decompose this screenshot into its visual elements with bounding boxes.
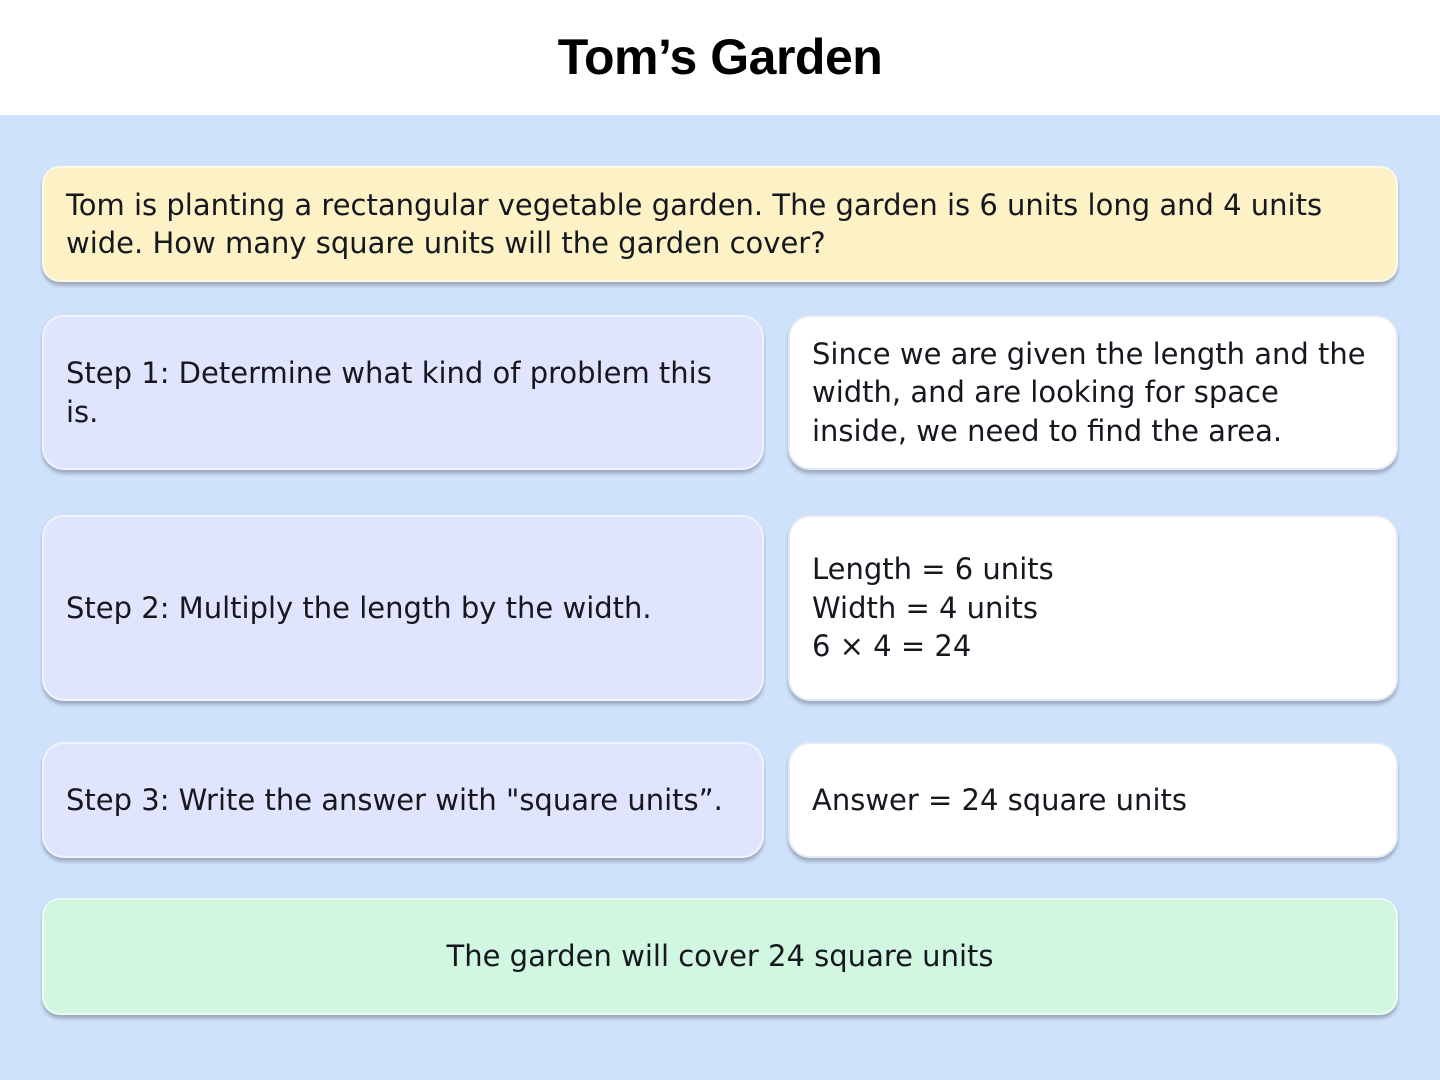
step-3-card <box>42 742 764 858</box>
step-2-card <box>42 515 764 701</box>
step-1-label: Step 1: Determine what kind of problem this is. <box>66 356 712 429</box>
step-3-answer: Answer = 24 square units <box>812 782 1187 817</box>
step-1-answer: Since we are given the length and the width, and are looking for space inside, we need to find the area. <box>812 336 1366 448</box>
step-3-label: Step 3: Write the answer with "square units”. <box>66 782 723 817</box>
problem-card <box>42 166 1398 282</box>
conclusion-card <box>42 898 1398 1015</box>
page-title: Tom’s Garden <box>557 28 883 85</box>
product-line: 6 × 4 = 24 <box>812 629 972 664</box>
page-header <box>0 0 1440 115</box>
length-line: Length = 6 units <box>812 552 1054 587</box>
step-1-card <box>42 315 764 470</box>
step-3-answer-card <box>788 742 1398 858</box>
step-2-answer-card <box>788 515 1398 701</box>
conclusion-text: The garden will cover 24 square units <box>446 939 994 974</box>
width-line: Width = 4 units <box>812 590 1038 625</box>
step-2-label: Step 2: Multiply the length by the width. <box>66 590 652 625</box>
step-1-answer-card <box>788 315 1398 470</box>
step-2-calculation <box>812 550 1054 666</box>
problem-text: Tom is planting a rectangular vegetable garden. The garden is 6 units long and 4 units wide. How many square units will the garden cover? <box>66 187 1323 260</box>
